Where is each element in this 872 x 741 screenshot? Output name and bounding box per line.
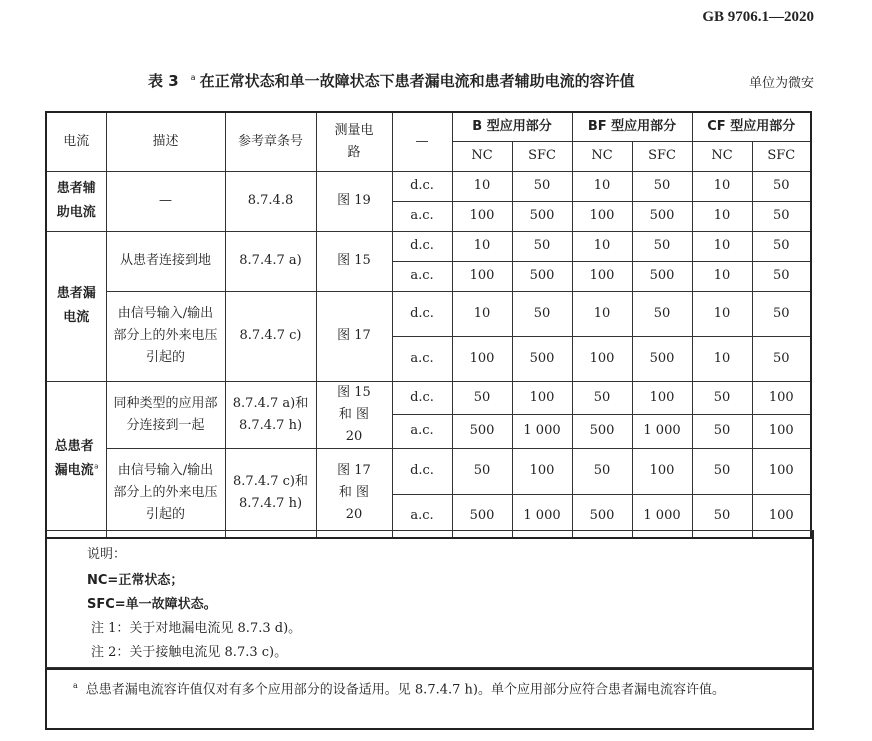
value-cell: 500 [572, 494, 632, 538]
value-cell: 10 [692, 171, 752, 201]
value-cell: 500 [452, 415, 512, 449]
dc-label: d.c. [392, 171, 452, 201]
measuring-circuit: 图 19 [316, 171, 392, 231]
header-b: B 型应用部分 [452, 112, 572, 141]
measuring-circuit: 图 15 和 图 20 [316, 381, 392, 448]
value-cell: 50 [572, 381, 632, 415]
header-ref: 参考章条号 [225, 112, 316, 171]
value-cell: 500 [632, 201, 692, 231]
value-cell: 50 [512, 291, 572, 336]
reference-clause: 8.7.4.7 a) [225, 231, 316, 291]
value-cell: 500 [512, 336, 572, 381]
value-cell: 50 [752, 336, 811, 381]
value-cell: 100 [512, 381, 572, 415]
dc-label: d.c. [392, 231, 452, 261]
value-cell: 50 [632, 171, 692, 201]
value-cell: 500 [632, 336, 692, 381]
header-cf: CF 型应用部分 [692, 112, 811, 141]
reference-clause: 8.7.4.7 a)和 8.7.4.7 h) [225, 381, 316, 448]
value-cell: 10 [452, 171, 512, 201]
note-nc: NC=正常状态； [87, 573, 184, 588]
footnote-mark: a [190, 73, 196, 82]
ac-label: a.c. [392, 201, 452, 231]
footnote-mark: a [94, 462, 99, 471]
measuring-circuit: 图 17 [316, 291, 392, 381]
header-bf: BF 型应用部分 [572, 112, 692, 141]
measuring-circuit: 图 17 和 图 20 [316, 448, 392, 538]
header-sfc: SFC [512, 141, 572, 171]
value-cell: 50 [752, 231, 811, 261]
value-cell: 10 [692, 201, 752, 231]
table-label: 表 3 [148, 72, 179, 90]
unit-label: 单位为微安 [748, 76, 814, 91]
leakage-table [45, 111, 812, 539]
value-cell: 100 [752, 494, 811, 538]
value-cell: 100 [752, 415, 811, 449]
value-cell: 50 [452, 381, 512, 415]
table-row [46, 448, 811, 494]
table-row [46, 231, 811, 261]
ac-label: a.c. [392, 336, 452, 381]
current-type [46, 231, 106, 381]
dc-label: d.c. [392, 448, 452, 494]
value-cell: 10 [692, 291, 752, 336]
value-cell: 50 [512, 231, 572, 261]
value-cell: 50 [692, 415, 752, 449]
header-desc: 描述 [106, 112, 225, 171]
value-cell: 1 000 [632, 415, 692, 449]
value-cell: 50 [512, 171, 572, 201]
value-cell: 50 [692, 448, 752, 494]
value-cell: 10 [452, 291, 512, 336]
notes-title: 说明： [87, 547, 127, 562]
footnote-text: 总患者漏电流容许值仅对有多个应用部分的设备适用。见 8.7.4.7 h)。单个应用部分应符合患者漏电流容许值。 [85, 682, 725, 698]
description: 由信号输入/输出部分上的外来电压引起的 [106, 291, 225, 381]
footnote [45, 667, 814, 730]
current-type [46, 171, 106, 231]
standard-number: GB 9706.1—2020 [702, 9, 814, 25]
current-type-label: 患者漏电流 [56, 286, 96, 325]
current-type [46, 381, 106, 538]
header-nc: NC [572, 141, 632, 171]
description: 同种类型的应用部分连接到一起 [106, 381, 225, 448]
value-cell: 10 [452, 231, 512, 261]
value-cell: 100 [452, 336, 512, 381]
value-cell: 50 [632, 291, 692, 336]
description: 由信号输入/输出部分上的外来电压引起的 [106, 448, 225, 538]
ac-label: a.c. [392, 494, 452, 538]
description: — [106, 171, 225, 231]
value-cell: 100 [572, 336, 632, 381]
value-cell: 100 [572, 201, 632, 231]
table-row [46, 291, 811, 336]
value-cell: 100 [752, 381, 811, 415]
table-row [46, 381, 811, 415]
value-cell: 50 [752, 291, 811, 336]
value-cell: 50 [692, 381, 752, 415]
header-current: 电流 [46, 112, 106, 171]
header-sfc: SFC [752, 141, 811, 171]
table-row [46, 171, 811, 201]
note-1: 注 1：关于对地漏电流见 8.7.3 d)。 [91, 621, 302, 636]
value-cell: 10 [572, 291, 632, 336]
value-cell: 50 [572, 448, 632, 494]
dc-label: d.c. [392, 291, 452, 336]
value-cell: 500 [512, 261, 572, 291]
description: 从患者连接到地 [106, 231, 225, 291]
value-cell: 1 000 [632, 494, 692, 538]
value-cell: 1 000 [512, 494, 572, 538]
value-cell: 100 [452, 261, 512, 291]
value-cell: 100 [572, 261, 632, 291]
value-cell: 100 [452, 201, 512, 231]
value-cell: 100 [632, 448, 692, 494]
value-cell: 50 [692, 494, 752, 538]
reference-clause: 8.7.4.7 c)和 8.7.4.7 h) [225, 448, 316, 538]
current-type-label: 总患者漏电流 [54, 439, 94, 479]
value-cell: 50 [752, 171, 811, 201]
table-title: 在正常状态和单一故障状态下患者漏电流和患者辅助电流的容许值 [199, 72, 635, 90]
note-2: 注 2：关于接触电流见 8.7.3 c)。 [91, 645, 288, 660]
value-cell: 10 [692, 336, 752, 381]
value-cell: 10 [692, 231, 752, 261]
measuring-circuit: 图 15 [316, 231, 392, 291]
value-cell: 1 000 [512, 415, 572, 449]
value-cell: 50 [632, 231, 692, 261]
value-cell: 50 [752, 261, 811, 291]
value-cell: 100 [512, 448, 572, 494]
note-sfc: SFC=单一故障状态。 [87, 597, 217, 612]
header-nc: NC [692, 141, 752, 171]
table-caption [148, 70, 635, 91]
notes-box [45, 530, 814, 670]
dc-label: d.c. [392, 381, 452, 415]
header-circuit: 测量电路 [316, 112, 392, 171]
value-cell: 100 [632, 381, 692, 415]
ac-label: a.c. [392, 415, 452, 449]
footnote-mark: a [73, 681, 78, 690]
value-cell: 100 [752, 448, 811, 494]
value-cell: 50 [752, 201, 811, 231]
header-dash: — [392, 112, 452, 171]
reference-clause: 8.7.4.7 c) [225, 291, 316, 381]
header-sfc: SFC [632, 141, 692, 171]
reference-clause: 8.7.4.8 [225, 171, 316, 231]
value-cell: 10 [572, 231, 632, 261]
value-cell: 500 [512, 201, 572, 231]
value-cell: 50 [452, 448, 512, 494]
value-cell: 10 [572, 171, 632, 201]
value-cell: 500 [452, 494, 512, 538]
value-cell: 500 [632, 261, 692, 291]
value-cell: 500 [572, 415, 632, 449]
value-cell: 10 [692, 261, 752, 291]
current-type-label: 患者辅助电流 [56, 181, 96, 220]
header-nc: NC [452, 141, 512, 171]
ac-label: a.c. [392, 261, 452, 291]
